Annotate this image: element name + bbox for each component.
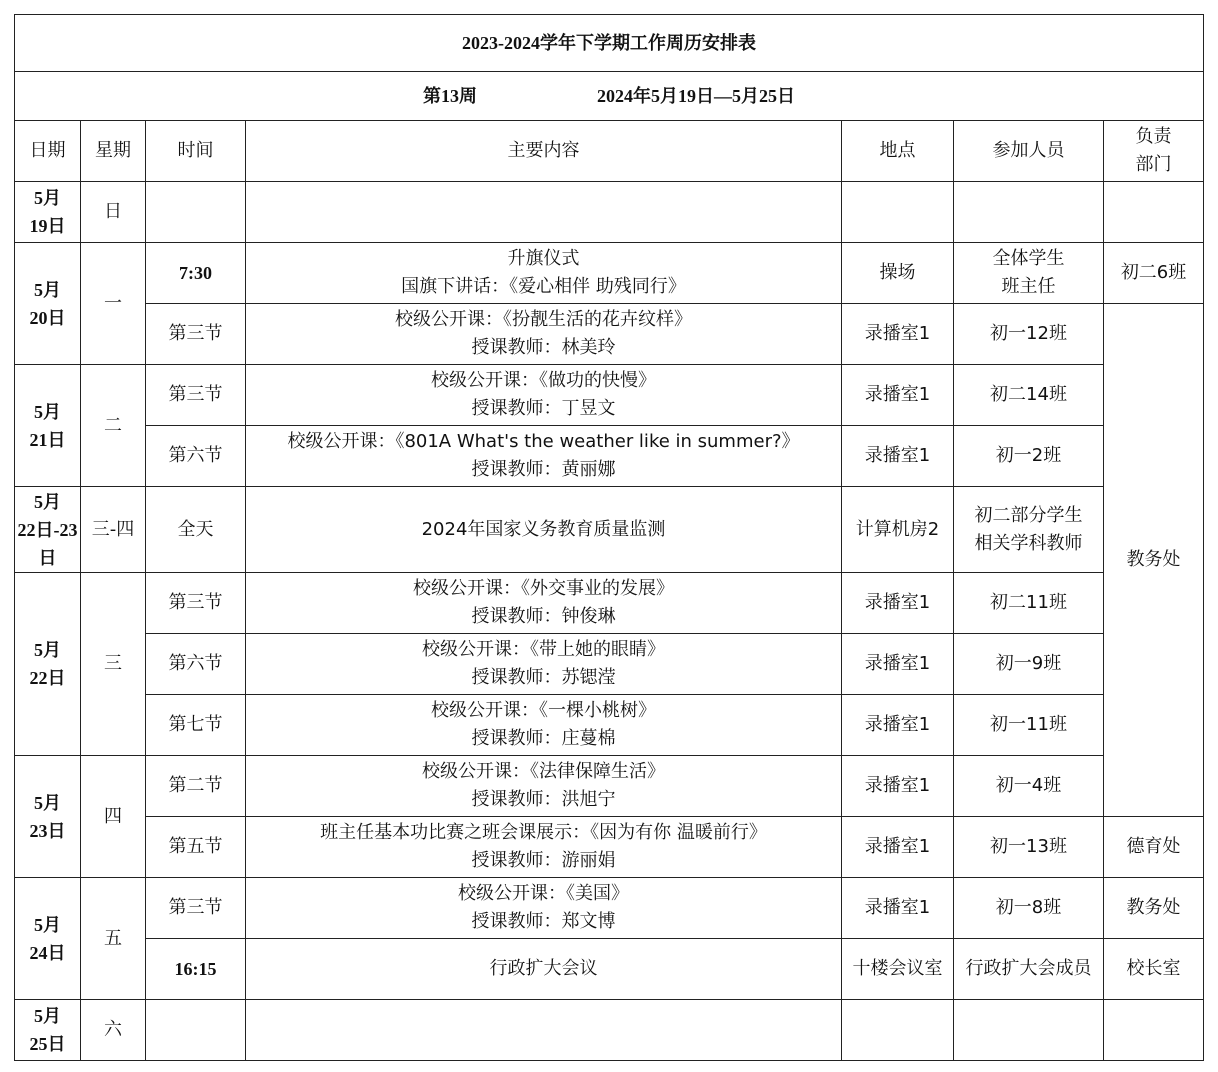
time-cell: 第三节 <box>146 573 246 634</box>
date-cell: 5月 24日 <box>15 878 81 1000</box>
content-cell: 升旗仪式 国旗下讲话：《爱心相伴 助残同行》 <box>246 243 842 304</box>
week-range: 2024年5月19日—5月25日 <box>597 86 796 106</box>
weekday-cell: 四 <box>81 756 146 878</box>
dept-cell: 校长室 <box>1104 939 1204 1000</box>
dept-cell: 初二6班 <box>1104 243 1204 304</box>
content-cell: 班主任基本功比赛之班会课展示：《因为有你 温暖前行》 授课教师：游丽娟 <box>246 817 842 878</box>
table-row <box>15 426 1204 487</box>
content-cell: 校级公开课：《一棵小桃树》 授课教师：庄蔓棉 <box>246 695 842 756</box>
place-cell: 录播室1 <box>842 573 954 634</box>
participants-cell <box>954 182 1104 243</box>
time-cell: 第六节 <box>146 426 246 487</box>
week-label: 第13周 <box>423 86 478 106</box>
header-participants: 参加人员 <box>954 121 1104 182</box>
page-title: 2023-2024学年下学期工作周历安排表 <box>15 15 1204 72</box>
place-cell: 录播室1 <box>842 426 954 487</box>
date-cell: 5月 25日 <box>15 1000 81 1061</box>
place-cell: 录播室1 <box>842 304 954 365</box>
time-cell: 第五节 <box>146 817 246 878</box>
date-cell: 5月 23日 <box>15 756 81 878</box>
participants-cell: 初二部分学生 相关学科教师 <box>954 487 1104 573</box>
place-cell: 录播室1 <box>842 365 954 426</box>
weekday-cell: 二 <box>81 365 146 487</box>
content-cell <box>246 1000 842 1061</box>
time-cell <box>146 1000 246 1061</box>
place-cell: 录播室1 <box>842 817 954 878</box>
table-row <box>15 182 1204 243</box>
table-row <box>15 817 1204 878</box>
content-cell: 校级公开课：《外交事业的发展》 授课教师：钟俊琳 <box>246 573 842 634</box>
date-cell: 5月 22日-23 日 <box>15 487 81 573</box>
weekday-cell: 三 <box>81 573 146 756</box>
title-row <box>15 15 1204 72</box>
header-date: 日期 <box>15 121 81 182</box>
time-cell: 全天 <box>146 487 246 573</box>
weekday-cell: 一 <box>81 243 146 365</box>
time-cell: 第三节 <box>146 304 246 365</box>
participants-cell: 行政扩大会成员 <box>954 939 1104 1000</box>
content-cell: 校级公开课：《美国》 授课教师：郑文博 <box>246 878 842 939</box>
table-row <box>15 573 1204 634</box>
header-weekday: 星期 <box>81 121 146 182</box>
table-row <box>15 1000 1204 1061</box>
participants-cell: 全体学生 班主任 <box>954 243 1104 304</box>
place-cell <box>842 182 954 243</box>
table-row <box>15 304 1204 365</box>
time-cell: 第三节 <box>146 878 246 939</box>
weekday-cell: 三-四 <box>81 487 146 573</box>
content-cell: 校级公开课：《带上她的眼睛》 授课教师：苏锶滢 <box>246 634 842 695</box>
table-row <box>15 634 1204 695</box>
participants-cell: 初一2班 <box>954 426 1104 487</box>
content-cell: 校级公开课：《801A What's the weather like in summer?》 授课教师：黄丽娜 <box>246 426 842 487</box>
time-cell: 7:30 <box>146 243 246 304</box>
time-cell: 第七节 <box>146 695 246 756</box>
dept-cell <box>1104 1000 1204 1061</box>
schedule-table <box>14 14 1204 1061</box>
content-cell: 行政扩大会议 <box>246 939 842 1000</box>
week-row <box>15 72 1204 121</box>
dept-cell: 教务处 <box>1104 878 1204 939</box>
place-cell: 操场 <box>842 243 954 304</box>
time-cell: 第三节 <box>146 365 246 426</box>
place-cell: 录播室1 <box>842 756 954 817</box>
table-row <box>15 487 1204 573</box>
date-cell: 5月 19日 <box>15 182 81 243</box>
participants-cell: 初一9班 <box>954 634 1104 695</box>
date-cell: 5月 21日 <box>15 365 81 487</box>
participants-cell: 初一8班 <box>954 878 1104 939</box>
participants-cell <box>954 1000 1104 1061</box>
date-cell: 5月 22日 <box>15 573 81 756</box>
place-cell <box>842 1000 954 1061</box>
date-cell: 5月 20日 <box>15 243 81 365</box>
dept-cell-merged: 教务处 <box>1104 304 1204 817</box>
content-cell: 2024年国家义务教育质量监测 <box>246 487 842 573</box>
place-cell: 录播室1 <box>842 695 954 756</box>
week-info <box>15 72 1204 121</box>
participants-cell: 初一4班 <box>954 756 1104 817</box>
participants-cell: 初一13班 <box>954 817 1104 878</box>
place-cell: 计算机房2 <box>842 487 954 573</box>
time-cell: 16:15 <box>146 939 246 1000</box>
table-row <box>15 939 1204 1000</box>
participants-cell: 初一11班 <box>954 695 1104 756</box>
table-row <box>15 695 1204 756</box>
header-dept: 负责 部门 <box>1104 121 1204 182</box>
header-row <box>15 121 1204 182</box>
place-cell: 十楼会议室 <box>842 939 954 1000</box>
weekday-cell: 日 <box>81 182 146 243</box>
participants-cell: 初二14班 <box>954 365 1104 426</box>
content-cell: 校级公开课：《扮靓生活的花卉纹样》 授课教师：林美玲 <box>246 304 842 365</box>
table-row <box>15 878 1204 939</box>
place-cell: 录播室1 <box>842 878 954 939</box>
header-content: 主要内容 <box>246 121 842 182</box>
time-cell <box>146 182 246 243</box>
time-cell: 第二节 <box>146 756 246 817</box>
dept-cell <box>1104 182 1204 243</box>
place-cell: 录播室1 <box>842 634 954 695</box>
table-row <box>15 756 1204 817</box>
table-row <box>15 243 1204 304</box>
dept-cell: 德育处 <box>1104 817 1204 878</box>
content-cell: 校级公开课：《做功的快慢》 授课教师：丁昱文 <box>246 365 842 426</box>
content-cell: 校级公开课：《法律保障生活》 授课教师：洪旭宁 <box>246 756 842 817</box>
time-cell: 第六节 <box>146 634 246 695</box>
participants-cell: 初一12班 <box>954 304 1104 365</box>
participants-cell: 初二11班 <box>954 573 1104 634</box>
weekday-cell: 六 <box>81 1000 146 1061</box>
header-place: 地点 <box>842 121 954 182</box>
header-time: 时间 <box>146 121 246 182</box>
weekday-cell: 五 <box>81 878 146 1000</box>
table-row <box>15 365 1204 426</box>
content-cell <box>246 182 842 243</box>
